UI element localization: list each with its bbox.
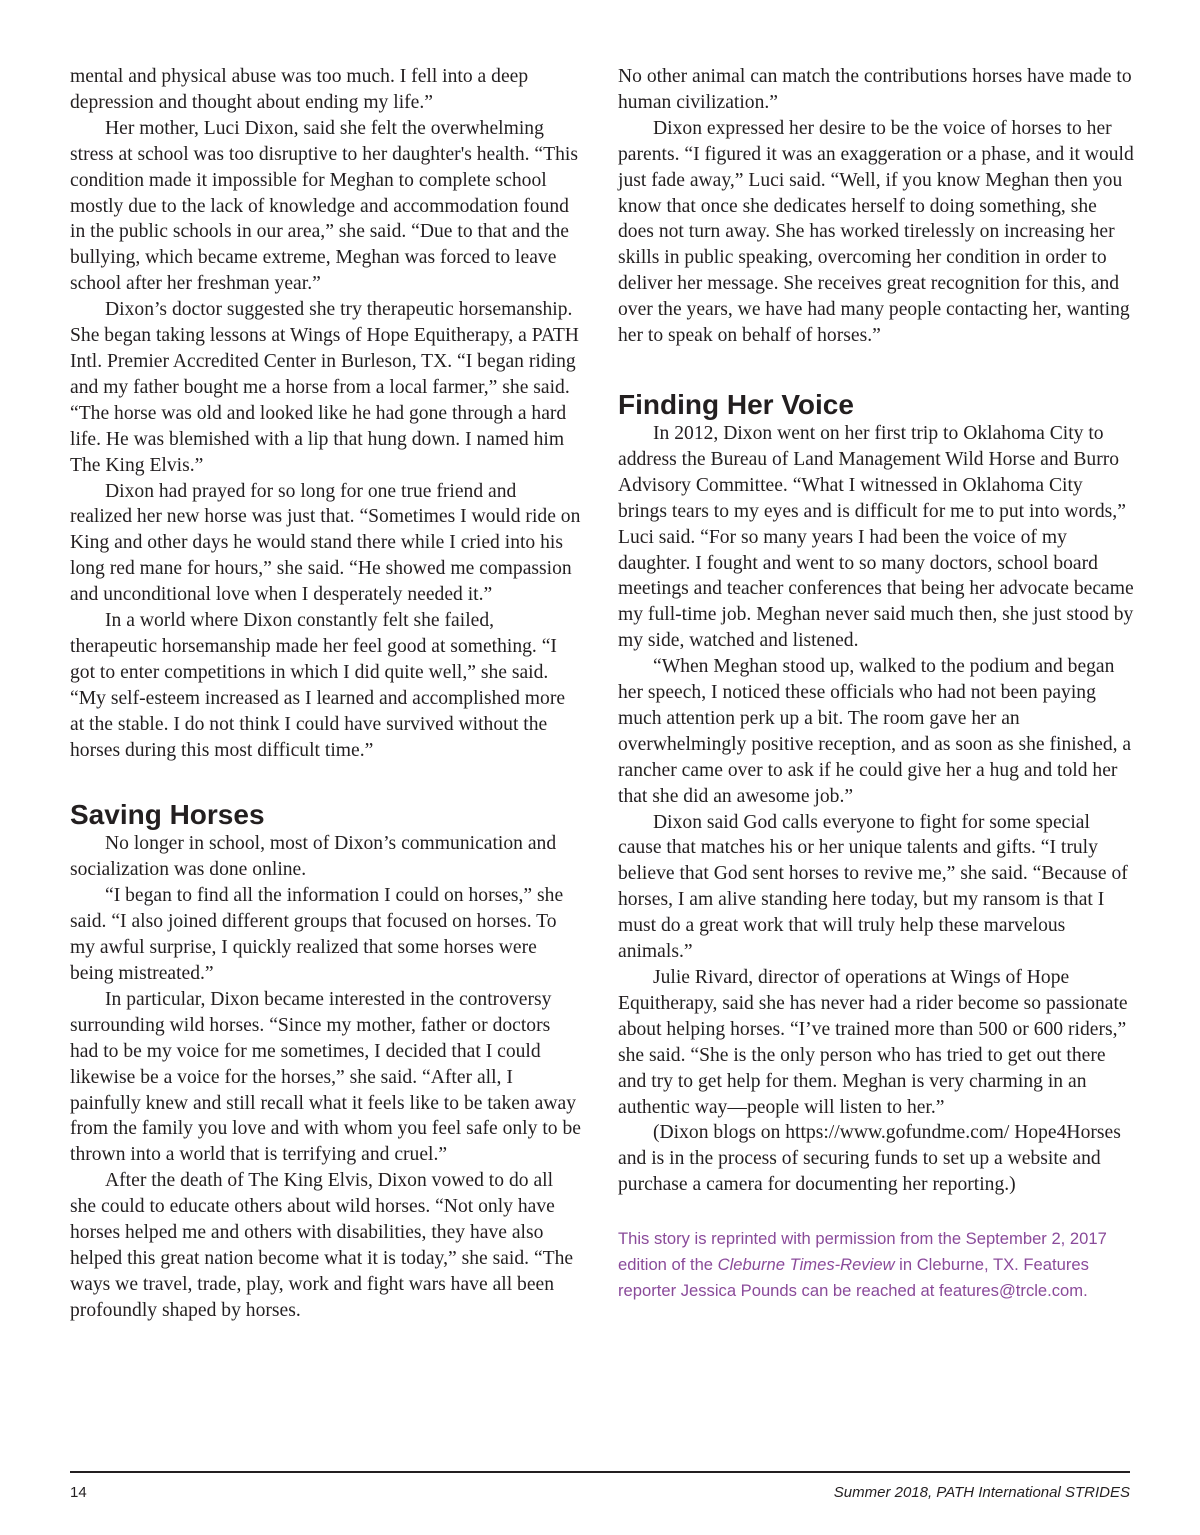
paragraph: “I began to find all the information I could on horses,” she said. “I also joined different groups that focused on horses. To my awful surprise, I quickly realized that some horses were being mistreated.”	[70, 885, 564, 984]
credit-text: This story is reprinted with permission from the September 2, 2017 edition of the	[618, 1229, 1107, 1275]
paragraph: After the death of The King Elvis, Dixon vowed to do all she could to educate others about wild horses. “Not only have horses helped me and others with disabilities, they have also helped this great nation become what it is today,” she said. “The ways we travel, trade, play, work and fight wars have all been profoundly shaped by horses.	[70, 1170, 574, 1321]
paragraph: In 2012, Dixon went on her first trip to Oklahoma City to address the Bureau of Land Management Wild Horse and Burro Advisory Committee. “What I witnessed in Oklahoma City brings tears to my eyes and is difficult for me to put into words,” Luci said. “For so many years I had been the voice of my daughter. I fought and went to so many doctors, school board meetings and teacher conferences that being her advocate became my full-time job. Meghan never said much then, she just stood by my side, watched and listened.	[618, 422, 1134, 652]
paragraph: In a world where Dixon constantly felt she failed, therapeutic horsemanship made her feel good at something. “I got to enter competitions in which I did quite well,” she said. “My self-esteem increased as I learned and accomplished more at the stable. I do not think I could have survived without the horses during this most difficult time.”	[70, 610, 566, 761]
paragraph: Dixon had prayed for so long for one true friend and realized her new horse was just that. “Sometimes I would ride on King and other days he would stand there while I cried into his long red mane for hours,” she said. “He showed me compassion and unconditional love when I desperately needed it.”	[70, 480, 581, 606]
footer-divider	[70, 1471, 1130, 1473]
paragraph: No other animal can match the contributions horses have made to human civilization.”	[618, 66, 1132, 113]
publication-name: Cleburne Times-Review	[717, 1255, 895, 1275]
section-heading-saving-horses: Saving Horses	[70, 799, 265, 831]
paragraph: mental and physical abuse was too much. I fell into a deep depression and thought about ending my life.”	[70, 66, 529, 113]
paragraph: (Dixon blogs on https://www.gofundme.com/ Hope4Horses and is in the process of securing funds to set up a website and purchase a camera for documenting her reporting.)	[618, 1122, 1121, 1196]
credit-text: in Cleburne, TX. Features reporter Jessica Pounds can be reached at features@trcle.com.	[618, 1255, 1089, 1300]
paragraph: Her mother, Luci Dixon, said she felt the overwhelming stress at school was too disruptive to her daughter's health. “This condition made it impossible for Meghan to complete school mostly due to the lack of knowledge and accommodation found in the public schools in our area,” she said. “Due to that and the bullying, which became extreme, Meghan was forced to leave school after her freshman year.”	[70, 117, 578, 295]
paragraph: Dixon said God calls everyone to fight for some special cause that matches his or her unique talents and gifts. “I truly believe that God sent horses to revive me,” she said. “Because of horses, I am alive standing here today, but my ransom is that I must do a great work that will truly help these marvelous animals.”	[618, 811, 1128, 963]
right-column	[618, 64, 1134, 1304]
footer-publication: Summer 2018, PATH International STRIDES	[833, 1484, 1130, 1501]
reprint-credit	[618, 1226, 1134, 1304]
paragraph: In particular, Dixon became interested in the controversy surrounding wild horses. “Since my mother, father or doctors had to be my voice for me sometimes, I decided that I could likewise be a voice for the horses,” she said. “After all, I painfully knew and still recall what it feels like to be taken away from the family you love and with whom you feel safe only to be thrown into a world that is terrifying and cruel.”	[70, 988, 581, 1166]
section-heading-finding-her-voice: Finding Her Voice	[618, 388, 854, 420]
paragraph: Dixon expressed her desire to be the voice of horses to her parents. “I figured it was an exaggeration or a phase, and it would just fade away,” Luci said. “Well, if you know Meghan then you know that once she dedicates herself to doing something, she does not turn away. She has worked tirelessly on increasing her skills in public speaking, overcoming her condition in order to deliver her message. She receives great recognition for this, and over the years, we have had many people contacting her, wanting her to speak on behalf of horses.”	[618, 117, 1134, 347]
left-column	[70, 64, 582, 1324]
paragraph: “When Meghan stood up, walked to the podium and began her speech, I noticed these officials who had not been paying much attention perk up a bit. The room gave her an overwhelmingly positive reception, and as soon as she finished, a rancher came over to ask if he could give her a hug and told her that she did an awesome job.”	[618, 656, 1132, 807]
paragraph: No longer in school, most of Dixon’s communication and socialization was done online.	[70, 833, 557, 881]
paragraph: Julie Rivard, director of operations at Wings of Hope Equitherapy, said she has never had a rider become so passionate about helping horses. “I’ve trained more than 500 or 600 riders,” she said. “She is the only person who has tried to get out there and try to get help for them. Meghan is very charming in an authentic way—people will listen to her.”	[618, 967, 1128, 1118]
paragraph: Dixon’s doctor suggested she try therapeutic horsemanship. She began taking lessons at Wings of Hope Equitherapy, a PATH Intl. Premier Accredited Center in Burleson, TX. “I began riding and my father bought me a horse from a local farmer,” she said. “The horse was old and looked like he had gone through a hard life. He was blemished with a lip that hung down. I named him The King Elvis.”	[70, 299, 579, 476]
page-number: 14	[70, 1484, 87, 1501]
